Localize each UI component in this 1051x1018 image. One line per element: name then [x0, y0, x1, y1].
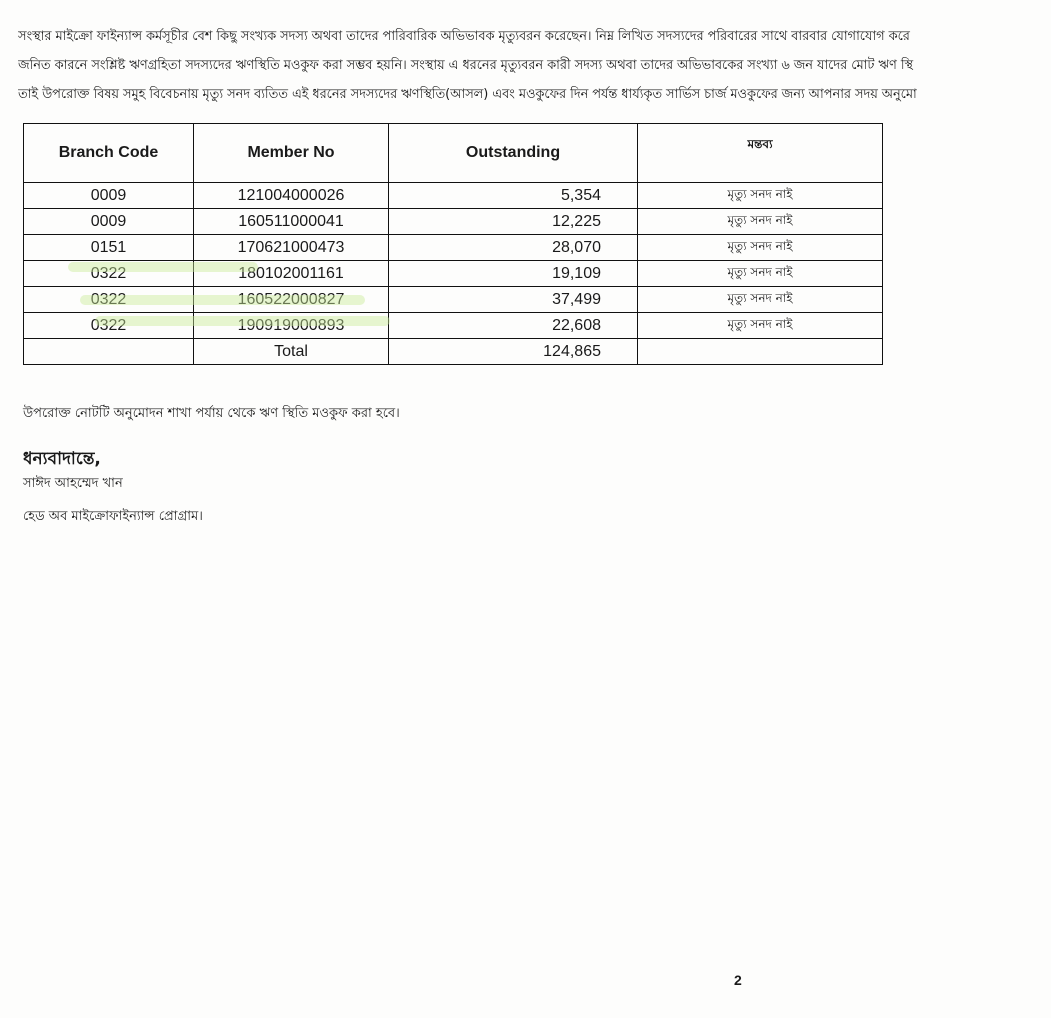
- intro-paragraph: [18, 22, 1051, 109]
- table-row: [24, 183, 883, 209]
- cell-remarks: মৃত্যু সনদ নাই: [638, 261, 883, 287]
- signoff-text: ধন্যবাদান্তে,: [23, 449, 101, 469]
- cell-branch-code: 0322: [24, 313, 194, 339]
- signer-name: সাঈদ আহম্মেদ খান: [23, 476, 123, 491]
- table-total-row: [24, 339, 883, 365]
- cell-member-no: 190919000893: [194, 313, 389, 339]
- cell-branch-code: 0009: [24, 183, 194, 209]
- cell-branch-code: 0322: [24, 261, 194, 287]
- header-outstanding: Outstanding: [389, 124, 638, 183]
- cell-remarks: মৃত্যু সনদ নাই: [638, 183, 883, 209]
- cell-outstanding: 5,354: [389, 183, 638, 209]
- table-row: [24, 209, 883, 235]
- header-member-no: Member No: [194, 124, 389, 183]
- cell-member-no: 160511000041: [194, 209, 389, 235]
- cell-total-outstanding: 124,865: [389, 339, 638, 365]
- highlighter-mark: [68, 262, 258, 272]
- highlighter-mark: [80, 295, 365, 305]
- cell-branch-code: 0151: [24, 235, 194, 261]
- cell-outstanding: 19,109: [389, 261, 638, 287]
- cell-outstanding: 28,070: [389, 235, 638, 261]
- cell-outstanding: 22,608: [389, 313, 638, 339]
- cell-outstanding: 12,225: [389, 209, 638, 235]
- cell-member-no: 170621000473: [194, 235, 389, 261]
- cell-remarks: মৃত্যু সনদ নাই: [638, 235, 883, 261]
- cell-member-no: 180102001161: [194, 261, 389, 287]
- cell-member-no: 121004000026: [194, 183, 389, 209]
- table-header-row: [24, 124, 883, 183]
- outstanding-table: [23, 123, 883, 365]
- cell-total-blank: [24, 339, 194, 365]
- highlighter-mark: [95, 316, 390, 326]
- cell-remarks: মৃত্যু সনদ নাই: [638, 287, 883, 313]
- cell-outstanding: 37,499: [389, 287, 638, 313]
- cell-branch-code: 0009: [24, 209, 194, 235]
- intro-line-1: সংস্থার মাইক্রো ফাইন্যান্স কর্মসূচীর বেশ কিছু সংখ্যক সদস্য অথবা তাদের পারিবারিক অভিভাবক মৃত্যুবরন করেছেন। নিম্ন লিখিত সদস্যদের পরিবারের সাথে বারবার যোগাযোগ করে: [18, 29, 910, 44]
- intro-line-3: তাই উপরোক্ত বিষয় সমুহ বিবেচনায় মৃত্যু সনদ ব্যতিত এই ধরনের সদস্যদের ঋণস্থিতি(আসল) এবং মওকুফের দিন পর্যন্ত ধার্য্যকৃত সার্ভিস চার্জ মওকুফের জন্য আপনার সদয় অনুমো: [18, 87, 917, 102]
- page-number: 2: [734, 972, 742, 988]
- cell-remarks: মৃত্যু সনদ নাই: [638, 209, 883, 235]
- approval-note: উপরোক্ত নোটটি অনুমোদন শাখা পর্যায় থেকে ঋণ স্থিতি মওকুফ করা হবে।: [23, 406, 400, 421]
- cell-total-label: Total: [194, 339, 389, 365]
- cell-remarks: মৃত্যু সনদ নাই: [638, 313, 883, 339]
- header-remarks: মন্তব্য: [638, 124, 883, 183]
- intro-line-2: জনিত কারনে সংশ্লিষ্ট ঋণগ্রহিতা সদস্যদের ঋণস্থিতি মওকুফ করা সম্ভব হয়নি। সংস্থায় এ ধরনের মৃত্যুবরন কারী সদস্য অথবা তাদের অভিভাবকের সংখ্যা ৬ জন যাদের মোট ঋণ স্থি: [18, 58, 914, 73]
- cell-branch-code: 0322: [24, 287, 194, 313]
- cell-total-remarks-blank: [638, 339, 883, 365]
- table-row: [24, 235, 883, 261]
- signer-title: হেড অব মাইক্রোফাইন্যান্স প্রোগ্রাম।: [23, 509, 203, 524]
- cell-member-no: 160522000827: [194, 287, 389, 313]
- header-branch-code: Branch Code: [24, 124, 194, 183]
